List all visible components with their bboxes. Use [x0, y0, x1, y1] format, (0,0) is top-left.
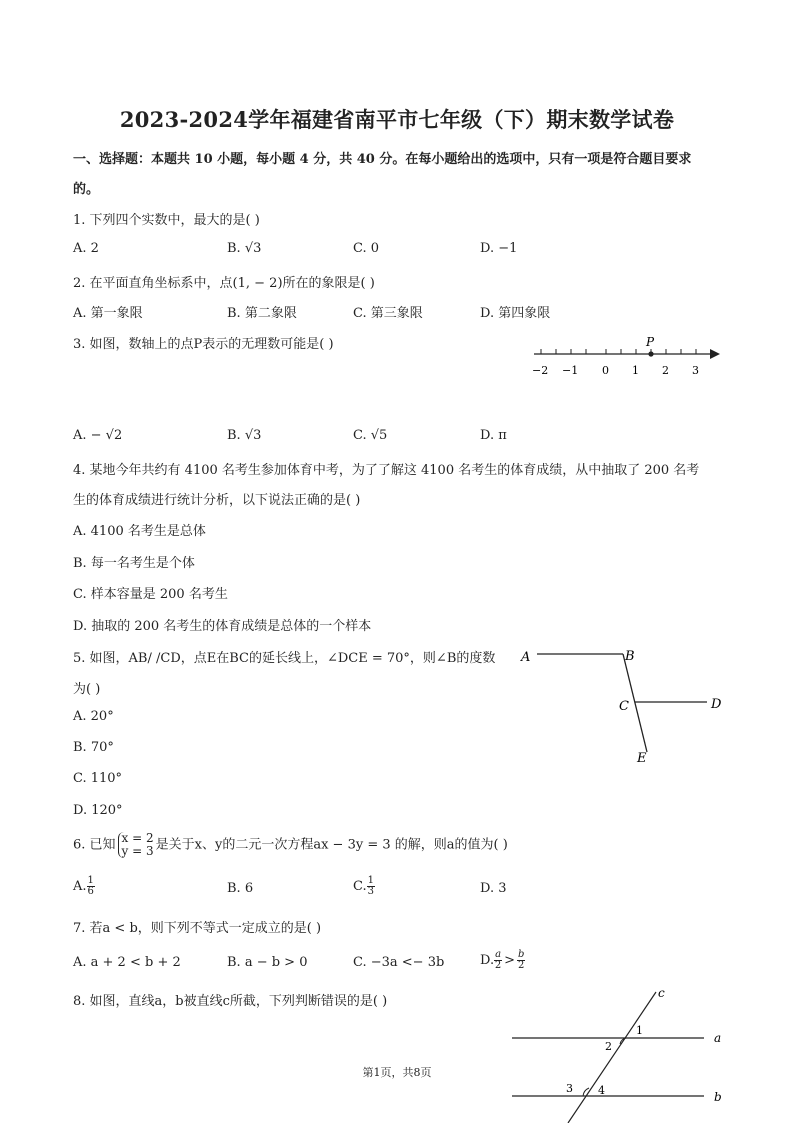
q4-option-b: B. 每一名考生是个体 — [73, 556, 195, 571]
angle-2-label: 2 — [605, 1040, 612, 1053]
angle-1-label: 1 — [636, 1024, 643, 1037]
q1-option-d: D. −1 — [480, 241, 518, 256]
question-5-line1: 5. 如图，AB/ /CD，点E在BC的延长线上，∠DCE = 70°，则∠B的度数 — [73, 651, 496, 666]
label-c: C — [619, 699, 629, 714]
point-p-label: P — [646, 335, 655, 349]
label-a: A — [521, 650, 531, 665]
q7-option-b: B. a − b > 0 — [227, 955, 308, 970]
section-heading-line2: 的。 — [73, 182, 100, 197]
denominator: 6 — [87, 886, 94, 897]
tick-label-2: 2 — [662, 364, 669, 377]
parallel-lines-figure-q5 — [515, 640, 725, 770]
number-line-arrow — [710, 349, 720, 359]
q7-option-c: C. −3a <− 3b — [353, 955, 445, 970]
question-1: 1. 下列四个实数中，最大的是( ) — [73, 213, 260, 228]
line-c — [568, 992, 656, 1123]
question-6 — [73, 832, 508, 858]
q5-option-c: C. 110° — [73, 771, 123, 786]
question-4-line2: 生的体育成绩进行统计分析，以下说法正确的是( ) — [73, 493, 361, 508]
section-heading-line1: 一、选择题：本题共 10 小题，每小题 4 分，共 40 分。在每小题给出的选项中，只有一项是符合题目要求 — [73, 152, 692, 167]
tick-label-neg2: −2 — [532, 364, 549, 377]
question-8: 8. 如图，直线a，b被直线c所截，下列判断错误的是( ) — [73, 994, 388, 1009]
system-top: x = 2 — [121, 831, 154, 845]
tick-label-3: 3 — [692, 364, 699, 377]
numerator: 1 — [87, 875, 94, 886]
q3-option-a: A. − √2 — [73, 428, 123, 443]
question-7: 7. 若a < b，则下列不等式一定成立的是( ) — [73, 921, 322, 936]
tick-label-neg1: −1 — [562, 364, 579, 377]
q6-option-a — [73, 876, 95, 897]
numerator: b — [517, 949, 525, 960]
q7-option-d — [480, 950, 525, 971]
q5-option-d: D. 120° — [73, 803, 123, 818]
q6-option-c-label: C. — [353, 879, 367, 894]
fraction-a-over-2 — [494, 950, 502, 971]
q4-option-d: D. 抽取的 200 名考生的体育成绩是总体的一个样本 — [73, 619, 372, 634]
angle-4-label: 4 — [598, 1084, 605, 1097]
transversal-figure-q8 — [508, 984, 738, 1123]
fraction-b-over-2 — [517, 950, 525, 971]
q7-option-d-label: D. — [480, 953, 495, 968]
greater-than: > — [504, 953, 515, 968]
q2-option-c: C. 第三象限 — [353, 306, 423, 321]
q1-option-b: B. √3 — [227, 241, 262, 256]
fraction — [367, 876, 375, 897]
tick-label-0: 0 — [602, 364, 609, 377]
label-a: a — [714, 1031, 722, 1045]
q6-suffix: 是关于x、y的二元一次方程ax − 3y = 3 的解，则a的值为( ) — [155, 837, 508, 853]
q2-option-b: B. 第二象限 — [227, 306, 297, 321]
q3-option-c: C. √5 — [353, 428, 388, 443]
q1-option-a: A. 2 — [73, 241, 99, 256]
question-3: 3. 如图，数轴上的点P表示的无理数可能是( ) — [73, 337, 334, 352]
point-p — [648, 351, 653, 356]
question-5-line2: 为( ) — [73, 682, 101, 697]
tick-label-1: 1 — [632, 364, 639, 377]
q4-option-a: A. 4100 名考生是总体 — [73, 524, 206, 539]
denominator: 3 — [367, 886, 374, 897]
label-b: B — [625, 649, 635, 664]
number-line-figure — [528, 334, 728, 380]
angle-arc-3 — [583, 1088, 589, 1096]
q5-option-b: B. 70° — [73, 740, 114, 755]
denominator: 2 — [517, 960, 525, 971]
q6-option-a-label: A. — [73, 879, 87, 894]
q5-option-a: A. 20° — [73, 709, 114, 724]
label-b: b — [714, 1090, 722, 1104]
q6-option-c — [353, 876, 375, 897]
question-4-line1: 4. 某地今年共约有 4100 名考生参加体育中考，为了了解这 4100 名考生的体育成绩，从中抽取了 200 名考 — [73, 463, 700, 478]
q4-option-c: C. 样本容量是 200 名考生 — [73, 587, 228, 602]
q2-option-a: A. 第一象限 — [73, 306, 143, 321]
q6-option-d: D. 3 — [480, 881, 507, 896]
system-bottom: y = 3 — [121, 844, 154, 858]
angle-3-label: 3 — [566, 1082, 573, 1095]
q7-option-a: A. a + 2 < b + 2 — [73, 955, 181, 970]
q3-option-d: D. π — [480, 428, 507, 443]
label-d: D — [711, 697, 722, 712]
q2-option-d: D. 第四象限 — [480, 306, 551, 321]
page-title: 2023-2024学年福建省南平市七年级（下）期末数学试卷 — [119, 107, 675, 132]
numerator: 1 — [367, 875, 374, 886]
equation-system — [118, 832, 154, 858]
question-2: 2. 在平面直角坐标系中，点(1, − 2)所在的象限是( ) — [73, 276, 375, 291]
q6-option-b: B. 6 — [227, 881, 254, 896]
q6-prefix: 6. 已知 — [73, 837, 116, 853]
numerator: a — [495, 949, 502, 960]
page-footer: 第1页，共8页 — [362, 1066, 432, 1079]
label-c: c — [658, 986, 665, 1000]
q3-option-b: B. √3 — [227, 428, 262, 443]
denominator: 2 — [494, 960, 502, 971]
q1-option-c: C. 0 — [353, 241, 380, 256]
label-e: E — [637, 751, 647, 766]
fraction — [87, 876, 95, 897]
